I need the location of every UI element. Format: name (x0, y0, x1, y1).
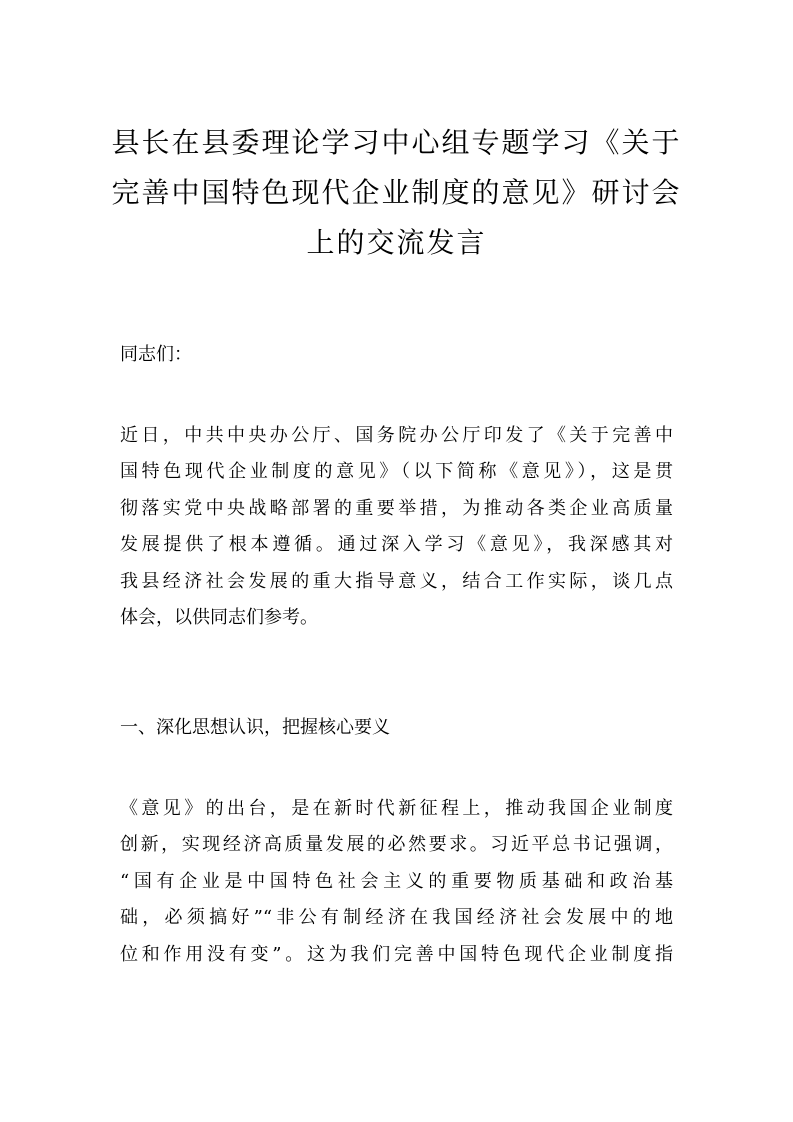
paragraph-2 (120, 791, 673, 973)
title-line: 县长在县委理论学习中心组专题学习《关于 (111, 126, 682, 159)
salutation (120, 337, 673, 373)
paragraph-line: 国特色现代企业制度的意见》（以下简称《意见》），这是贯 (120, 461, 673, 483)
paragraph-line: 础，必须搞好”“非公有制经济在我国经济社会发展中的地 (120, 907, 673, 929)
paragraph-line: 位和作用没有变”。这为我们完善中国特色现代企业制度指 (120, 943, 673, 965)
salutation-text: 同志们： (120, 344, 192, 365)
paragraph-line: 我县经济社会发展的重大指导意义，结合工作实际，谈几点 (120, 570, 673, 592)
paragraph-line: 创新，实现经济高质量发展的必然要求。习近平总书记强调， (120, 834, 673, 856)
paragraph-line: 近日，中共中央办公厅、国务院办公厅印发了《关于完善中 (120, 425, 673, 446)
paragraph-line: 彻落实党中央战略部署的重要举措，为推动各类企业高质量 (120, 497, 673, 519)
paragraph-line: 发展提供了根本遵循。通过深入学习《意见》，我深感其对 (120, 534, 673, 556)
paragraph-1 (120, 418, 673, 636)
paragraph-line: 《意见》的出台，是在新时代新征程上，推动我国企业制度 (120, 798, 673, 819)
document-title (110, 118, 683, 268)
title-line: 完善中国特色现代企业制度的意见》研讨会 (111, 176, 682, 209)
section-heading-1 (120, 710, 673, 746)
paragraph-line: 体会，以供同志们参考。 (120, 607, 318, 629)
title-line: 上的交流发言 (306, 226, 487, 259)
section-heading-text: 一、深化思想认识，把握核心要义 (120, 717, 390, 738)
paragraph-line: “国有企业是中国特色社会主义的重要物质基础和政治基 (120, 870, 673, 892)
